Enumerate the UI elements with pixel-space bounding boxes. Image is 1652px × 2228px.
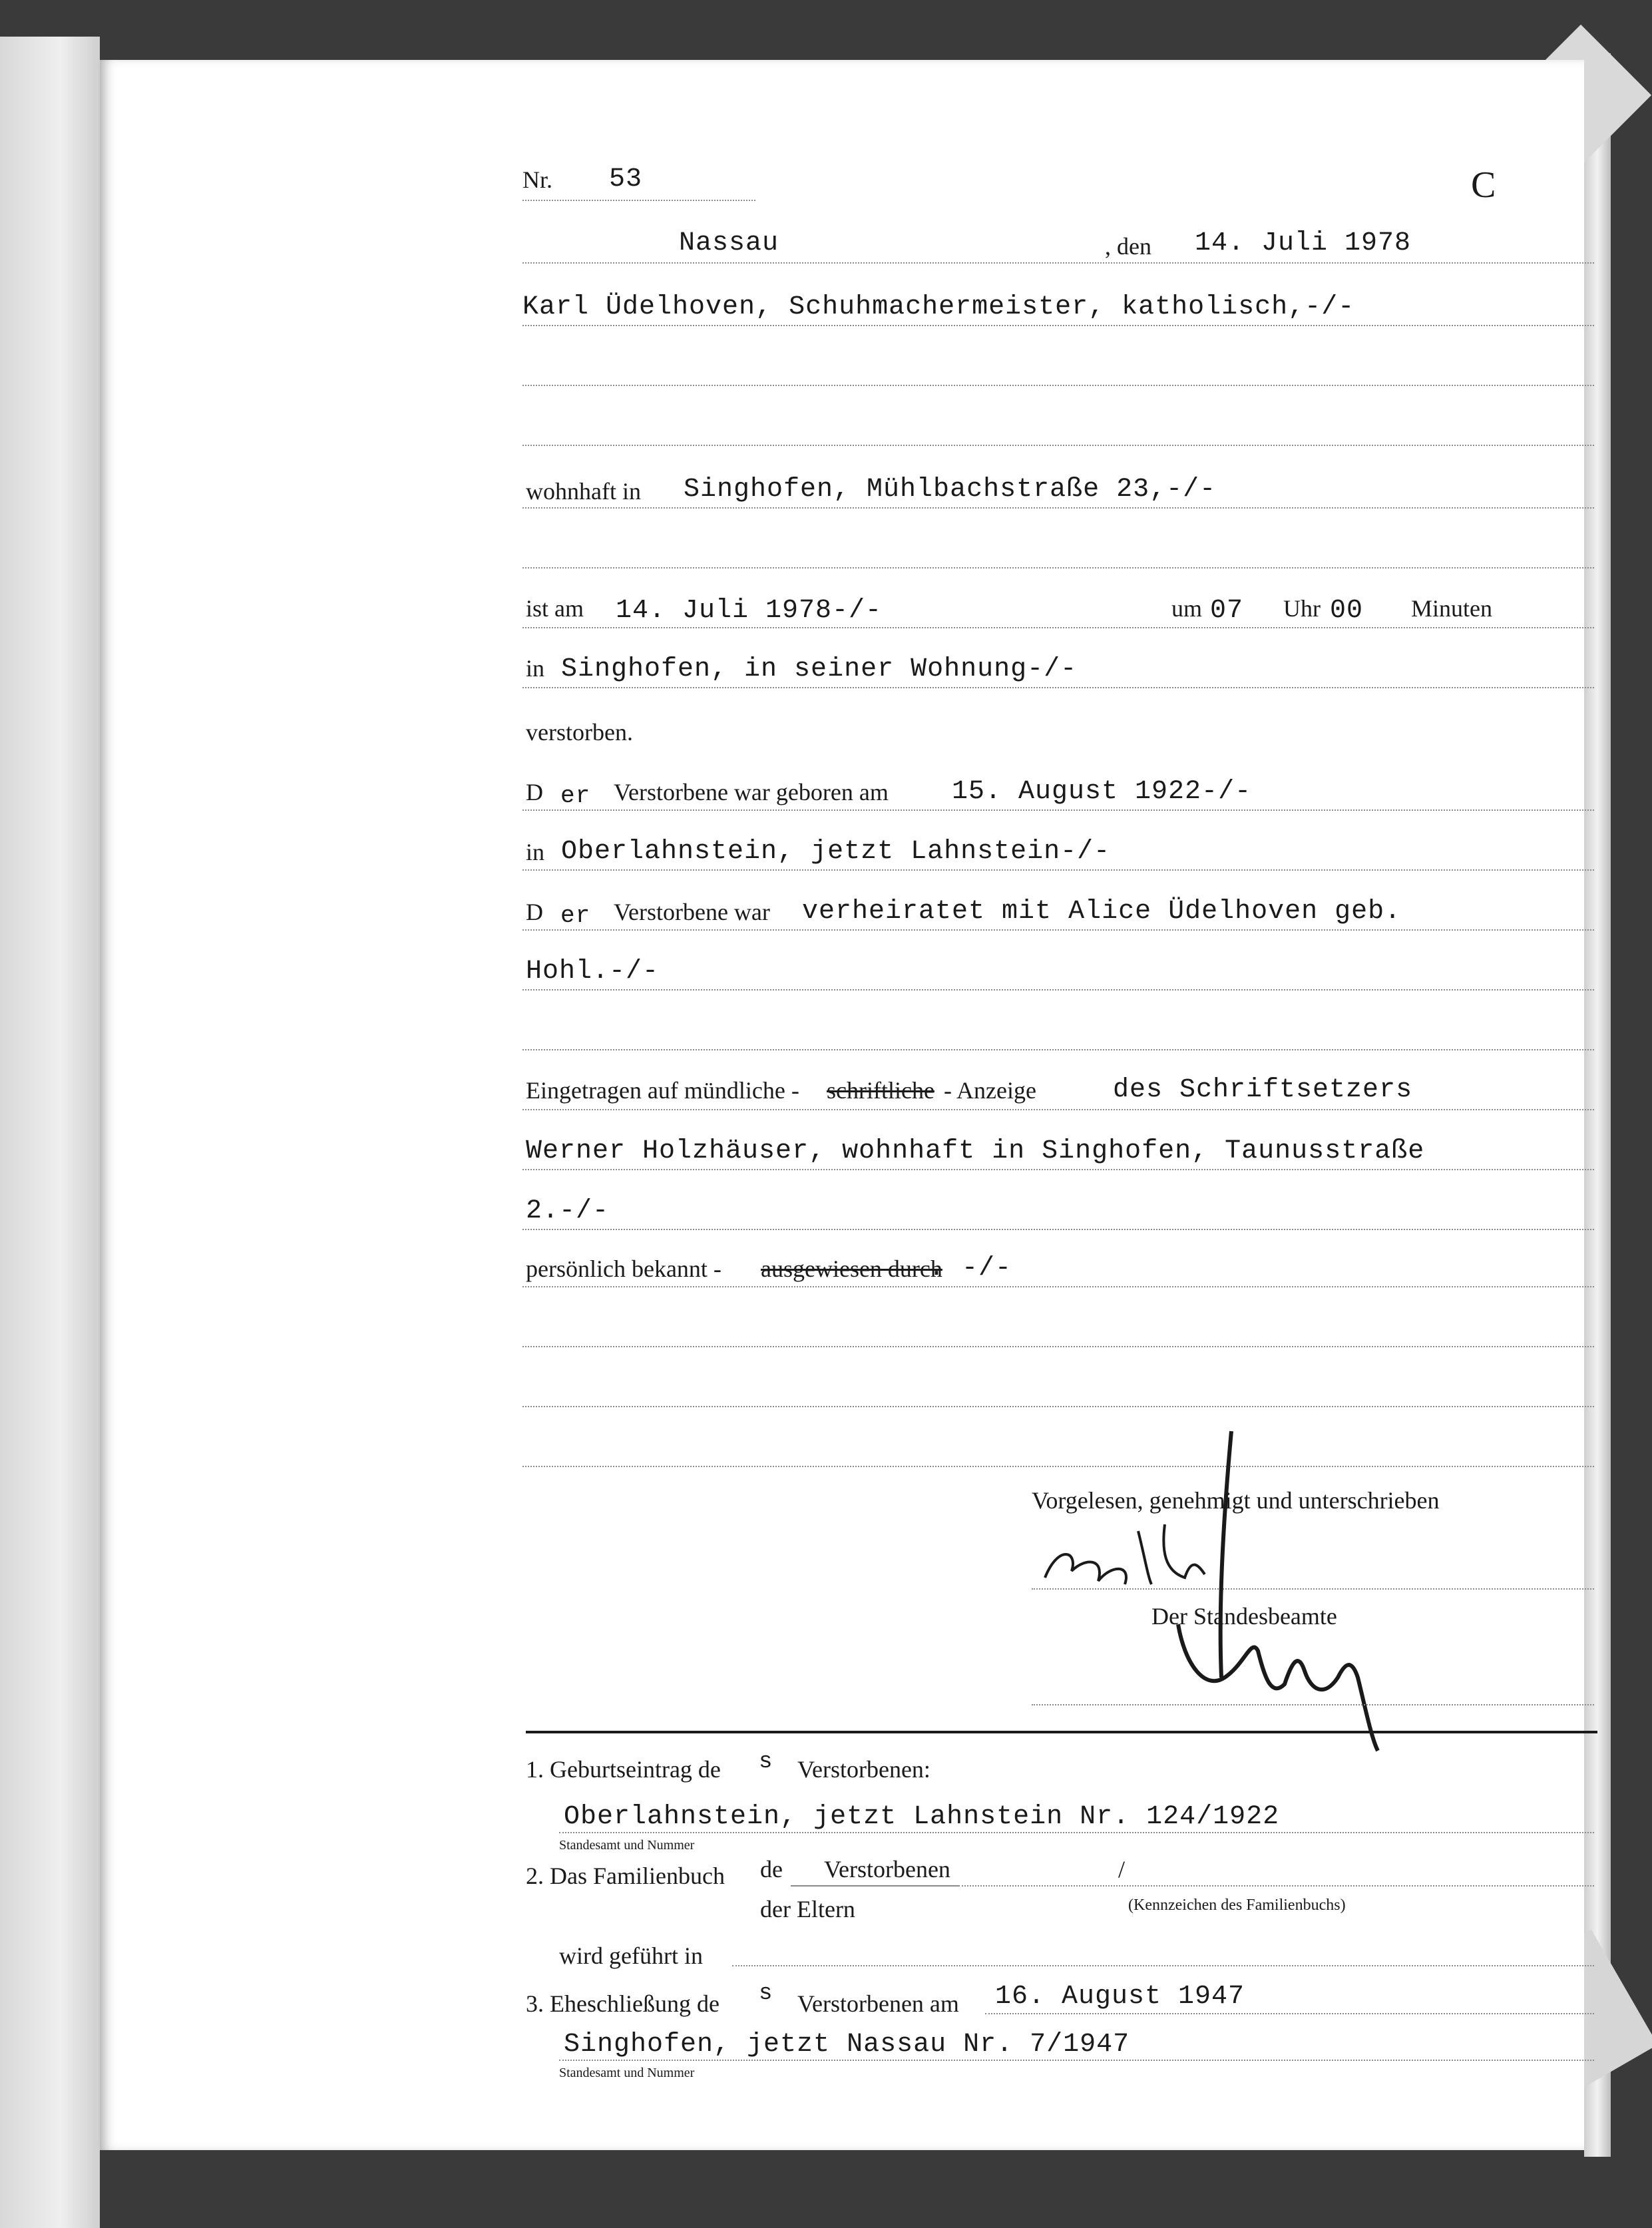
place-value: Nassau <box>679 228 779 258</box>
rule <box>522 1466 1594 1467</box>
marital-d-suffix: er <box>560 902 591 929</box>
report-suffix: - Anzeige <box>944 1077 1036 1104</box>
rule <box>522 567 1594 568</box>
footnote2-label: 2. Das Familienbuch <box>526 1863 725 1889</box>
corner-letter: C <box>1471 164 1496 206</box>
rule <box>522 200 755 201</box>
registrar-label: Der Standesbeamte <box>1151 1603 1337 1630</box>
left-page <box>0 37 100 2228</box>
report-line1: des Schriftsetzers <box>1113 1075 1413 1105</box>
rule <box>791 1885 958 1887</box>
footnote1-word: Verstorbenen: <box>797 1756 930 1783</box>
rule <box>522 1049 1594 1050</box>
rule <box>522 1406 1594 1407</box>
verstorben-label: verstorben. <box>526 719 633 746</box>
footnote1-label: 1. Geburtseintrag de <box>526 1756 721 1783</box>
marital-line1: verheiratet mit Alice Üdelhoven geb. <box>802 897 1402 927</box>
nr-label: Nr. <box>522 166 552 193</box>
marital-d-prefix: D <box>526 899 543 925</box>
minuten-label: Minuten <box>1411 595 1492 622</box>
rule <box>522 989 1594 991</box>
deceased-name-line: Karl Üdelhoven, Schuhmachermeister, katholisch,-/- <box>522 292 1355 322</box>
marital-line2: Hohl.-/- <box>526 957 660 987</box>
footnote1-caption: Standesamt und Nummer <box>559 1838 695 1853</box>
report-prefix: Eingetragen auf mündliche - <box>526 1077 799 1104</box>
registrar-signature <box>1072 1425 1418 1757</box>
footnote2-eltern: der Eltern <box>760 1896 855 1922</box>
rule <box>522 445 1594 446</box>
address-value: Singhofen, Mühlbachstraße 23,-/- <box>684 475 1217 505</box>
footnote2-de: de <box>760 1856 783 1883</box>
rule <box>559 2060 1594 2061</box>
rule <box>522 627 1594 628</box>
known-prefix: persönlich bekannt - <box>526 1255 722 1282</box>
rule <box>522 687 1594 688</box>
rule <box>522 809 1594 811</box>
birth-d-suffix: er <box>560 782 591 809</box>
report-struck: schriftliche <box>827 1077 934 1104</box>
footnote1-value: Oberlahnstein, jetzt Lahnstein Nr. 124/1922 <box>564 1802 1280 1832</box>
rule <box>522 385 1594 386</box>
in-label: in <box>526 655 545 682</box>
approved-text: Vorgelesen, genehmigt und unterschrieben <box>1032 1487 1440 1514</box>
uhr-label: Uhr <box>1283 595 1321 622</box>
known-struck: ausgewiesen durch <box>761 1255 942 1282</box>
rule <box>522 1346 1594 1347</box>
footnote3-s: s <box>759 1981 773 2006</box>
footnote3-label: 3. Eheschließung de <box>526 1990 720 2017</box>
footnote2-gefuehrt: wird geführt in <box>559 1942 703 1969</box>
known-suffix: . -/- <box>929 1253 1012 1283</box>
death-place-value: Singhofen, in seiner Wohnung-/- <box>561 654 1078 684</box>
hour-value: 07 <box>1210 596 1244 626</box>
rule <box>522 1109 1594 1110</box>
section-separator <box>526 1731 1597 1733</box>
birth-in-label: in <box>526 839 545 865</box>
footnote3-value: Singhofen, jetzt Nassau Nr. 7/1947 <box>564 2030 1130 2060</box>
rule <box>522 262 1594 264</box>
um-label: um <box>1171 595 1203 622</box>
birth-d-prefix: D <box>526 779 543 805</box>
footnote1-s: s <box>759 1749 773 1775</box>
rule <box>985 2013 1594 2014</box>
page-edge <box>1584 53 1611 2157</box>
footnote2-slash: / <box>1118 1856 1126 1883</box>
nr-value: 53 <box>609 164 643 194</box>
footnote2-word: Verstorbenen <box>824 1856 950 1883</box>
death-date-value: 14. Juli 1978-/- <box>616 596 883 626</box>
rule <box>1032 1704 1594 1705</box>
marital-label: Verstorbene war <box>614 899 770 925</box>
minute-value: 00 <box>1330 596 1364 626</box>
footnote3-caption: Standesamt und Nummer <box>559 2066 695 2080</box>
date-value: 14. Juli 1978 <box>1195 228 1412 258</box>
rule <box>522 869 1594 871</box>
rule <box>522 1286 1594 1287</box>
rule <box>522 929 1594 931</box>
rule <box>958 1885 1594 1887</box>
rule <box>522 1169 1594 1170</box>
rule <box>732 1965 1594 1966</box>
ist-am-label: ist am <box>526 595 584 622</box>
report-line2: Werner Holzhäuser, wohnhaft in Singhofen, Taunusstraße <box>526 1136 1425 1166</box>
birth-place-value: Oberlahnstein, jetzt Lahnstein-/- <box>561 837 1111 867</box>
rule <box>522 507 1594 509</box>
rule <box>522 325 1594 326</box>
wohnhaft-label: wohnhaft in <box>526 478 641 505</box>
report-line3: 2.-/- <box>526 1196 610 1226</box>
rule <box>559 1832 1594 1833</box>
footnote3-word: Verstorbenen am <box>797 1990 959 2017</box>
den-label: , den <box>1105 233 1151 260</box>
footnote2-kennzeichen: (Kennzeichen des Familienbuchs) <box>1128 1896 1346 1914</box>
birth-label: Verstorbene war geboren am <box>614 779 889 805</box>
rule <box>522 1229 1594 1230</box>
birth-date-value: 15. August 1922-/- <box>952 777 1252 807</box>
footnote3-date: 16. August 1947 <box>995 1982 1245 2012</box>
document-page <box>100 60 1584 2150</box>
